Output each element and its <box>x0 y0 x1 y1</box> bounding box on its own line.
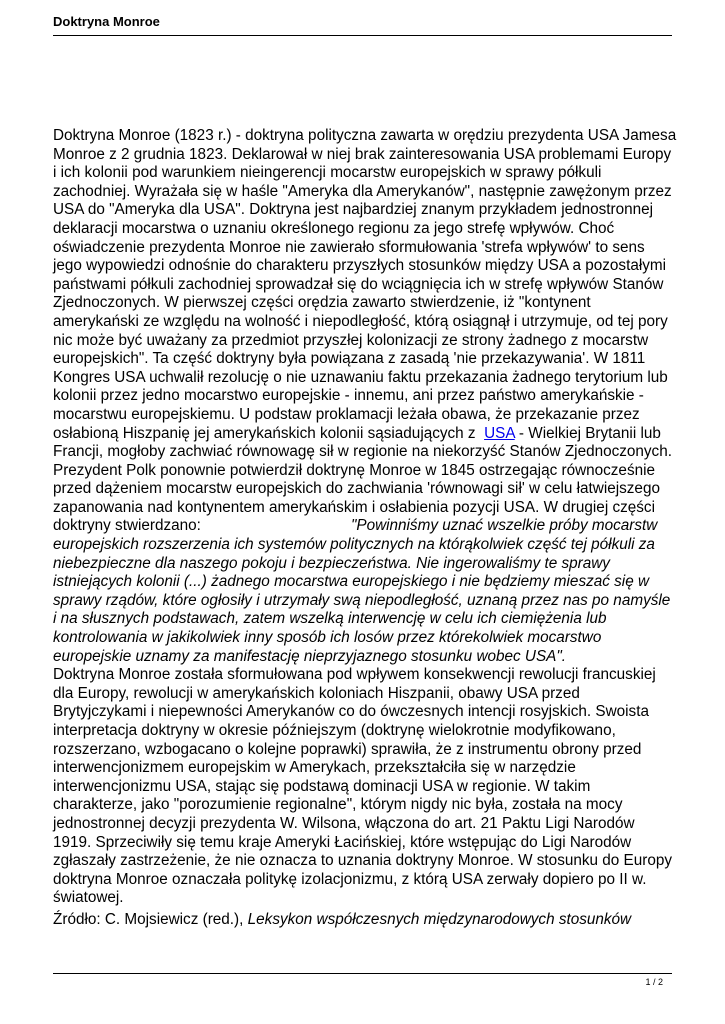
header-divider <box>53 35 672 36</box>
body-text-part1: Doktryna Monroe (1823 r.) - doktryna polityczna zawarta w orędziu prezydenta USA Jamesa Monroe z 2 grudnia 1823. Deklarował w niej brak zainteresowania USA problemami Europy i ich kolonii pod warunkiem nieingerencji mocarstw europejskich w sprawy półkuli zachodniej. Wyrażała się w haśle "Ameryka dla Amerykanów", następnie zawężonym przez USA do "Ameryka dla USA". Doktryna jest najbardziej znanym przykładem jednostronnej deklaracji mocarstwa o uznaniu określonego regionu za jego strefę wpływów. Choć oświadczenie prezydenta Monroe nie zawierało sformułowania 'strefa wpływów' to sens jego wypowiedzi odnośnie do charakteru przyszłych stosunków między USA a pozostałymi państwami półkuli zachodniej sprowadzał się do wciągnięcia ich w strefę wpływów Stanów Zjednoczonych. W pierwszej części orędzia zawarto stwierdzenie, iż "kontynent amerykański ze względu na wolność i niepodległość, którą osiągnął i utrzymuje, od tej pory nic może być uważany za przedmiot przyszłej kolonizacji ze strony żadnego z mocarstw europejskich". Ta część doktryny była powiązana z zasadą 'nie przekazywania'. W 1811 Kongres USA uchwalił rezolucję o nie uznawaniu faktu przekazania żadnego terytorium lub kolonii przez jedno mocarstwo europejskie - innemu, ani przez państwo amerykańskie - mocarstwu europejskiemu. U podstaw proklamacji leżała obawa, że przekazanie przez osłabioną Hiszpanię jej amerykańskich kolonii sąsiadujących z <box>53 127 677 442</box>
footer-divider <box>53 973 672 974</box>
article-paragraph-continued: Doktryna Monroe została sformułowana pod wpływem konsekwencji rewolucji francuskiej dla Europy, rewolucji w amerykańskich koloniach Hiszpanii, obawy USA przed Brytyjczykami i niepewności Amerykanów co do ówczesnych intencji rosyjskich. Swoista interpretacja doktryny w okresie późniejszym (doktrynę wielokrotnie modyfikowano, rozszerzano, wzbogacano o kolejne poprawki) sprawiła, że z instrumentu obrony przed interwencjonizmem europejskim w Amerykach, przekształciła się w narzędzie interwencjonizmu USA, stając się podstawą dominacji USA w regionie. W takim charakterze, jako "porozumienie regionalne", którym nigdy nic była, została na mocy jednostronnej decyzji prezydenta W. Wilsona, włączona do art. 21 Paktu Ligi Narodów 1919. Sprzeciwiły się temu kraje Ameryki Łacińskiej, które wstępując do Ligi Narodów zgłaszały zastrzeżenie, że nie oznacza to uznania doktryny Monroe. W stosunku do Europy doktryna Monroe oznaczała politykę izolacjonizmu, z którą USA zerwały dopiero po II w. światowej. <box>53 666 672 907</box>
source-citation <box>53 911 677 930</box>
source-title: Leksykon współczesnych międzynarodowych stosunków <box>247 911 632 928</box>
monroe-quote: "Powinniśmy uznać wszelkie próby mocarstw europejskich rozszerzenia ich systemów politycznych na którąkolwiek część tej półkuli za niebezpieczne dla naszego pokoju i bezpieczeństwa. Nie ingerowaliśmy te sprawy istniejących kolonii (...) żadnego mocarstwa europejskiego i nie będziemy mieszać się w sprawy rządów, które ogłosiły i utrzymały swą niepodległość, uznaną przez nas po namyśle i na słusznych podstawach, zatem wszelką interwencję w celu ich ciemiężenia lub kontrolowania w jakikolwiek inny sposób ich losów przez którekolwiek mocarstwo europejskie uznamy za manifestację nieprzyjaznego stosunku wobec USA". <box>53 517 671 665</box>
article-paragraph <box>53 127 677 666</box>
article-body <box>53 127 677 908</box>
usa-link[interactable]: USA <box>484 424 515 442</box>
source-label: Źródło: C. Mojsiewicz (red.), <box>53 911 248 928</box>
page-header-title: Doktryna Monroe <box>53 14 160 29</box>
body-text-part2: - Wielkiej Brytanii lub Francji, mogłoby zachwiać równowagę sił w regionie na niekorzyść Stanów Zjednoczonych. Prezydent Polk ponownie potwierdził doktrynę Monroe w 1845 ostrzegając równocześnie przed dążeniem mocarstw europejskich do zachwiania 'równowagi sił' w celu łatwiejszego zapanowania nad kontynentem amerykańskim i osłabienia pozycji USA. W drugiej części doktryny stwierdzano: <box>53 424 672 535</box>
page-number: 1 / 2 <box>645 977 663 987</box>
